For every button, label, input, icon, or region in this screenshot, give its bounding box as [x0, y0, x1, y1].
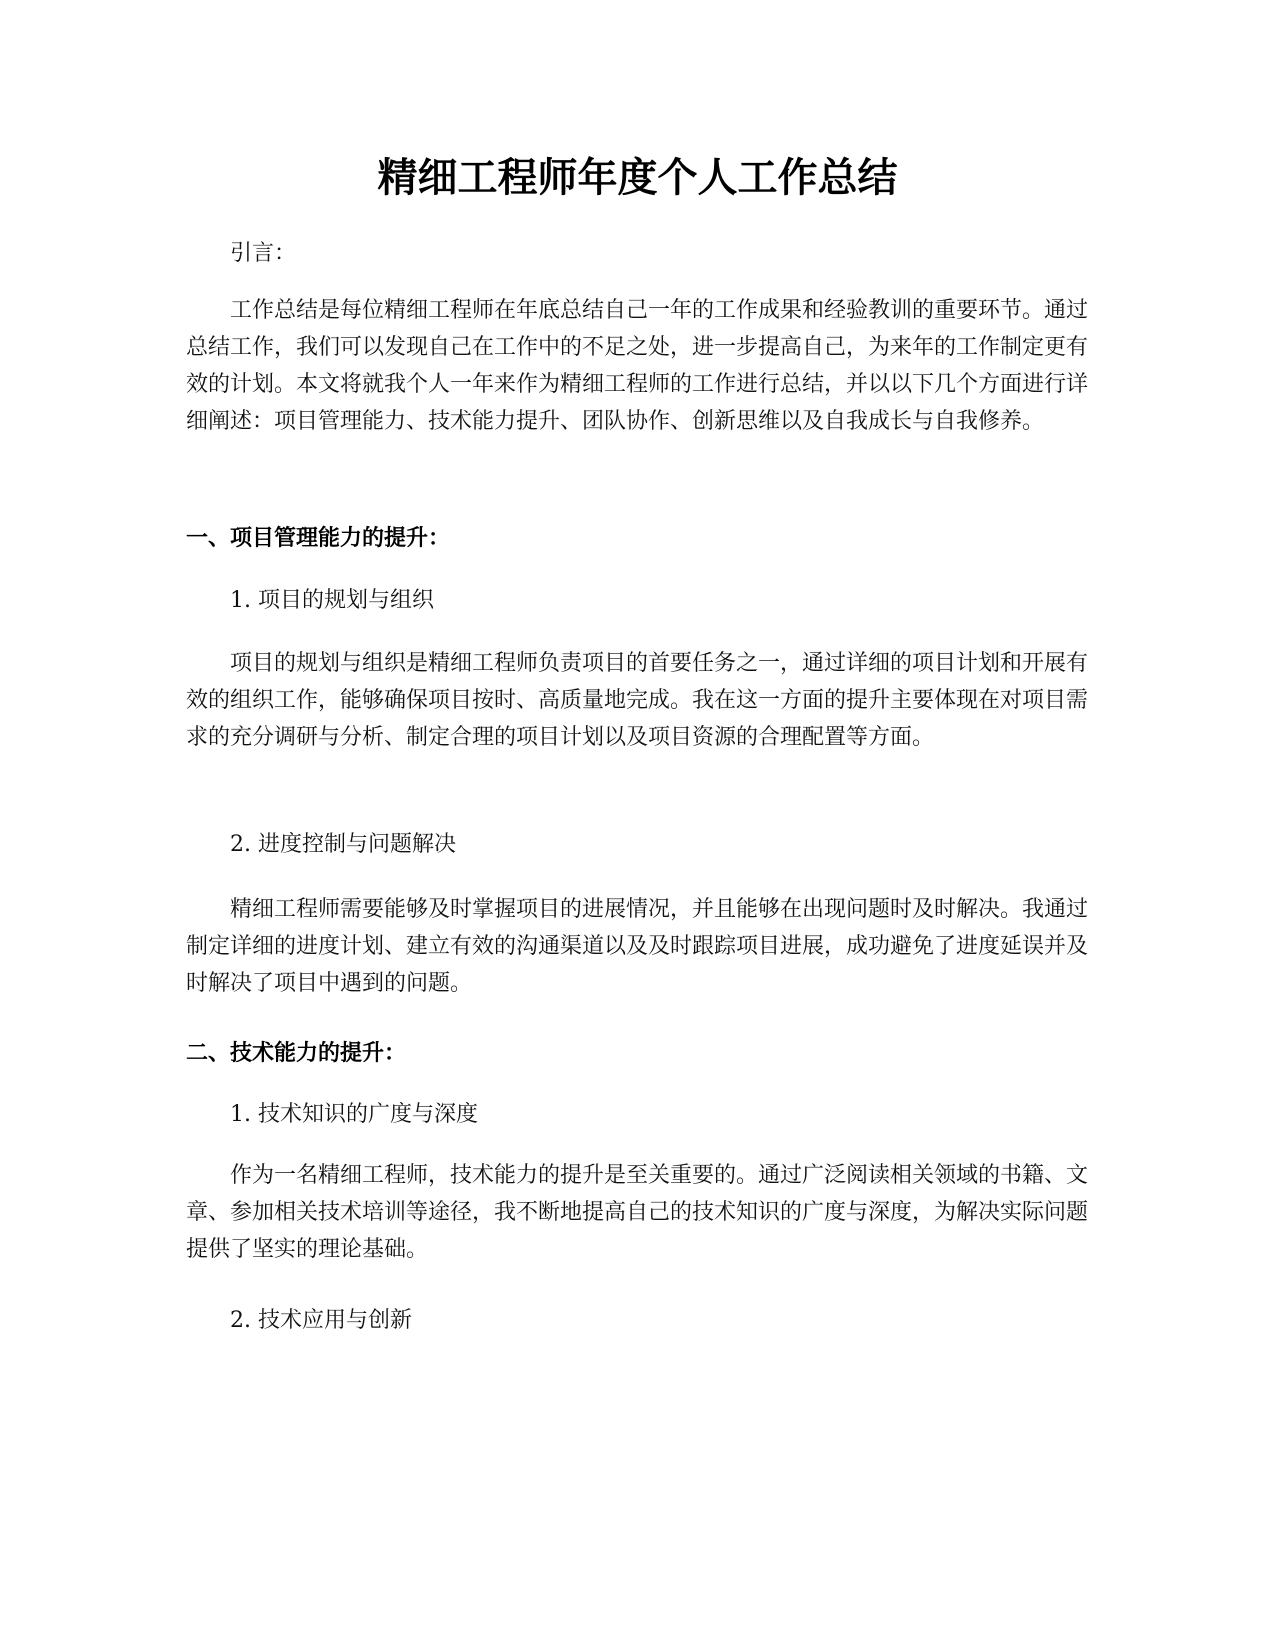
paragraph-progress-control: 精细工程师需要能够及时掌握项目的进展情况，并且能够在出现问题时及时解决。我通过制定详细的进度计划、建立有效的沟通渠道以及及时跟踪项目进展，成功避免了进度延误并及时解决了项目中遇到的问题。 — [186, 897, 1089, 996]
section-heading-project-management: 一、项目管理能力的提升： — [186, 526, 451, 551]
section-heading-technical-ability: 二、技术能力的提升： — [186, 1041, 407, 1066]
subheading-application-innovation: 2. 技术应用与创新 — [230, 1308, 412, 1333]
subheading-knowledge-breadth-depth: 1. 技术知识的广度与深度 — [230, 1102, 478, 1127]
intro-paragraph: 工作总结是每位精细工程师在年底总结自己一年的工作成果和经验教训的重要环节。通过总结工作，我们可以发现自己在工作中的不足之处，进一步提高自己，为来年的工作制定更有效的计划。本文将就我个人一年来作为精细工程师的工作进行总结，并以以下几个方面进行详细阐述：项目管理能力、技术能力提升、团队协作、创新思维以及自我成长与自我修养。 — [186, 298, 1089, 434]
paragraph-planning-organization: 项目的规划与组织是精细工程师负责项目的首要任务之一，通过详细的项目计划和开展有效的组织工作，能够确保项目按时、高质量地完成。我在这一方面的提升主要体现在对项目需求的充分调研与分析、制定合理的项目计划以及项目资源的合理配置等方面。 — [186, 651, 1089, 750]
document-title: 精细工程师年度个人工作总结 — [377, 155, 898, 201]
paragraph-knowledge-breadth-depth: 作为一名精细工程师，技术能力的提升是至关重要的。通过广泛阅读相关领域的书籍、文章、参加相关技术培训等途径，我不断地提高自己的技术知识的广度与深度，为解决实际问题提供了坚实的理论基础。 — [186, 1163, 1089, 1262]
intro-label: 引言： — [230, 241, 297, 266]
subheading-planning-organization: 1. 项目的规划与组织 — [230, 588, 434, 613]
subheading-progress-control: 2. 进度控制与问题解决 — [230, 832, 456, 857]
